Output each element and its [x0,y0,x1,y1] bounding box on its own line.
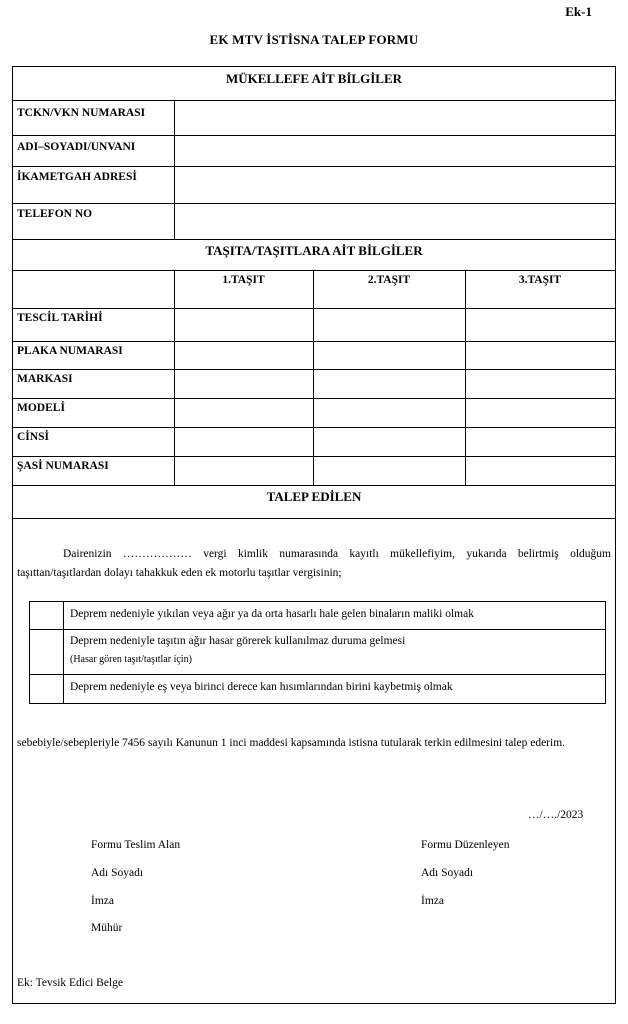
option-1-checkbox[interactable] [30,602,63,629]
form-title: EK MTV İSTİSNA TALEP FORMU [209,32,419,47]
request-intro-text: Dairenizin ……………… vergi kimlik numarasında kayıtlı mükellefiyim, yukarıda belirtmiş olduğum taşıttan/taşıtlardan dolayı tahakkuk eden ek motorlu taşıtlar vergisinin; [17,548,611,579]
vehicle-section-heading: TAŞITA/TAŞITLARA AİT BİLGİLER [205,243,423,258]
vehicle-column-2: 2.TAŞIT [367,274,411,286]
request-section-heading: TALEP EDİLEN [266,489,362,504]
option-3-checkbox[interactable] [30,675,63,703]
address-input-cell[interactable] [174,167,615,203]
request-closing-text: sebebiyle/sebepleriyle 7456 sayılı Kanunun 1 inci maddesi kapsamında istisna tutularak terkin edilmesini talep ederim. [17,737,566,749]
vehicle-column-1: 1.TAŞIT [222,274,265,286]
form-frame [12,66,616,1004]
date-line[interactable]: …/…./2023 [528,809,584,821]
vehicle-column-3: 3.TAŞIT [518,274,562,286]
vehicle-row-registration-date: TESCİL TARİHİ [17,312,103,324]
receiver-title: Formu Teslim Alan [91,839,181,851]
tckn-input-cell[interactable] [174,101,615,135]
annex-label: Ek-1 [565,4,592,19]
receiver-signature-label: İmza [91,895,114,907]
field-label-address: İKAMETGAH ADRESİ [17,171,137,183]
receiver-seal-label: Mühür [91,922,123,934]
name-input-cell[interactable] [174,136,615,166]
preparer-title: Formu Düzenleyen [421,839,510,851]
vehicle-row-plate: PLAKA NUMARASI [17,345,123,357]
receiver-name-label: Adı Soyadı [91,867,144,879]
preparer-signature-label: İmza [421,895,444,907]
vehicle-row-chassis: ŞASİ NUMARASI [17,460,109,472]
preparer-name-label: Adı Soyadı [421,867,474,879]
vehicle-row-model: MODELİ [17,402,65,414]
field-label-tckn: TCKN/VKN NUMARASI [17,107,146,119]
taxpayer-section-heading: MÜKELLEFE AİT BİLGİLER [225,71,403,86]
vehicle-row-type: CİNSİ [17,431,49,443]
option-2-note: (Hasar gören taşıt/taşıtlar için) [70,654,192,665]
option-1-text: Deprem nedeniyle yıkılan veya ağır ya da orta hasarlı hale gelen binaların maliki olmak [70,608,474,620]
field-label-phone: TELEFON NO [17,208,93,220]
exemption-options-box [29,601,606,704]
option-2-text: Deprem nedeniyle taşıtın ağır hasar görerek kullanılmaz duruma gelmesi [70,635,406,647]
phone-input-cell[interactable] [174,204,615,239]
vehicle-row-brand: MARKASI [17,373,73,385]
attachment-note: Ek: Tevsik Edici Belge [17,977,123,989]
option-2-checkbox[interactable] [30,630,63,674]
option-3-text: Deprem nedeniyle eş veya birinci derece kan hısımlarından birini kaybetmiş olmak [70,681,453,693]
field-label-name: ADI–SOYADI/UNVANI [17,141,136,153]
